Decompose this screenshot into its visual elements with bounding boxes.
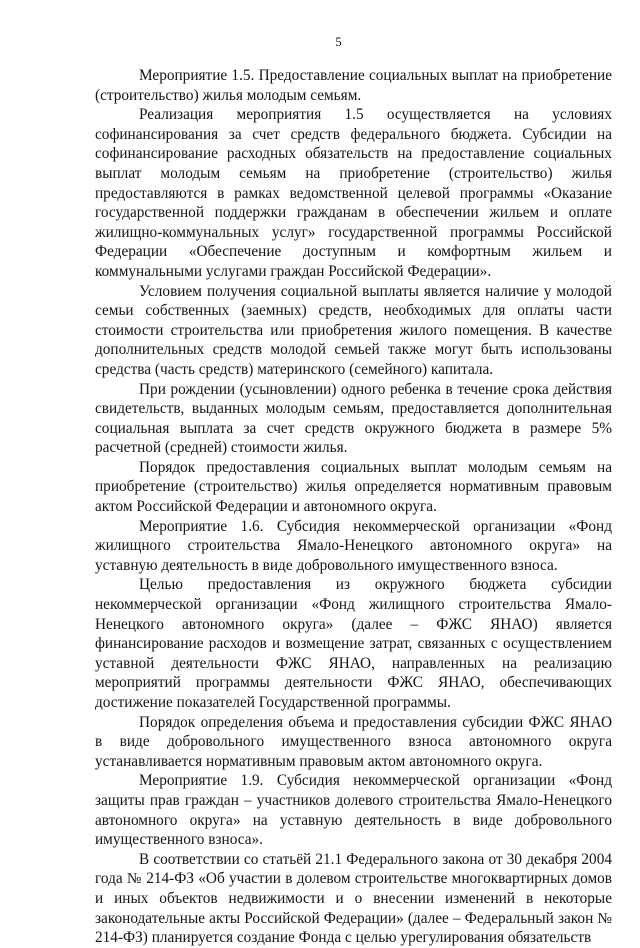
paragraph-event-1-5-implementation: Реализация мероприятия 1.5 осуществляется на условиях софинансирования за счет средств федерального бюджета. Субсидии на софинансирование расходных обязательств на предоставление социальных выплат молодым семьям на приобретение (строительство) жилья предоставляются в рамках ведомственной целевой программы «Оказание государственной поддержки гражданам в обеспечении жильем и оплате жилищно-коммунальных услуг» государственной программы Российской Федерации «Обеспечение доступным и комфортным жильем и коммунальными услугами граждан Российской Федерации». <box>95 106 612 280</box>
paragraph-subsidy-purpose: Целью предоставления из окружного бюджета субсидии некоммерческой организации «Фонд жилищного строительства Ямало-Ненецкого автономного округа» (далее – ФЖС ЯНАО) является финансирование расходов и возмещение затрат, связанных с осуществлением уставной деятельности ФЖС ЯНАО, направленных на реализацию мероприятий программы деятельности ФЖС ЯНАО, обеспечивающих достижение показателей Государственной программы. <box>95 576 612 711</box>
paragraph-federal-law-214: В соответствии со статьёй 21.1 Федерального закона от 30 декабря 2004 года № 214-ФЗ «Об участии в долевом строительстве многоквартирных домов и иных объектов недвижимости и о внесении изменений в некоторые законодательные акты Российской Федерации» (далее – Федеральный закон № 214-ФЗ) планируется создание Фонда с целью урегулирования обязательств <box>95 850 612 947</box>
paragraph-additional-payment: При рождении (усыновлении) одного ребенка в течение срока действия свидетельств, выданных молодым семьям, предоставляется дополнительная социальная выплата за счет средств окружного бюджета в размере 5% расчетной (средней) стоимости жилья. <box>95 380 612 457</box>
paragraph-event-1-9-title: Мероприятие 1.9. Субсидия некоммерческой организации «Фонд защиты прав граждан – участников долевого строительства Ямало-Ненецкого автономного округа» на уставную деятельность в виде добровольного имущественного взноса». <box>95 772 612 849</box>
paragraph-subsidy-procedure: Порядок определения объема и предоставления субсидии ФЖС ЯНАО в виде добровольного имущественного взноса автономного округа устанавливается нормативным правовым актом автономного округа. <box>95 713 612 770</box>
paragraph-event-1-5-title: Мероприятие 1.5. Предоставление социальных выплат на приобретение (строительство) жилья молодым семьям. <box>95 67 612 104</box>
paragraph-event-1-6-title: Мероприятие 1.6. Субсидия некоммерческой организации «Фонд жилищного строительства Ямало-Ненецкого автономного округа» на уставную деятельность в виде добровольного имущественного взноса. <box>95 517 612 574</box>
page-number: 5 <box>335 34 342 49</box>
paragraph-payment-procedure: Порядок предоставления социальных выплат молодым семьям на приобретение (строительство) жилья определяется нормативным правовым актом Российской Федерации и автономного округа. <box>95 458 612 516</box>
paragraph-payment-condition: Условием получения социальной выплаты является наличие у молодой семьи собственных (заемных) средств, необходимых для оплаты части стоимости строительства или приобретения жилого помещения. В качестве дополнительных средств молодой семьей также могут быть использованы средства (часть средств) материнского (семейного) капитала. <box>95 282 612 378</box>
document-body <box>95 66 612 948</box>
